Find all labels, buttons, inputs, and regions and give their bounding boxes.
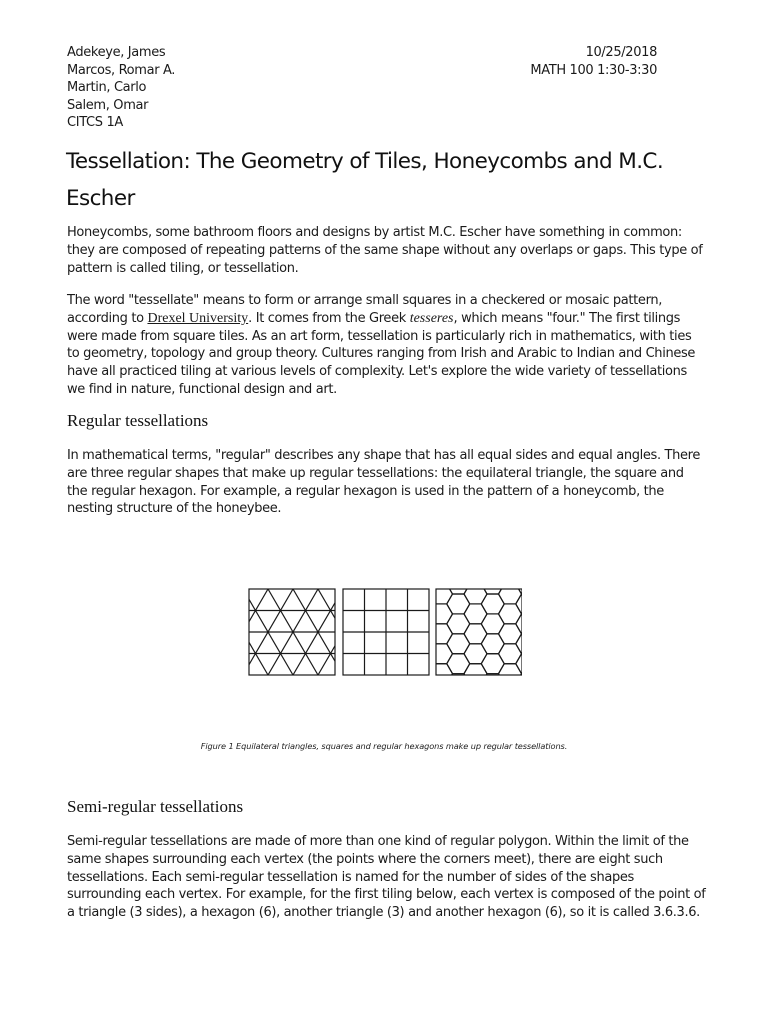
date-course-block — [530, 44, 657, 79]
intro-paragraph-2 — [67, 292, 707, 399]
hexagon-cell — [464, 588, 487, 604]
section-line: CITCS 1A — [67, 115, 123, 131]
date: 10/25/2018 — [585, 45, 657, 60]
square-tiling — [343, 589, 429, 675]
hexagon-cell — [499, 664, 522, 676]
course: MATH 100 1:30-3:30 — [530, 62, 657, 78]
hexagon-cell — [430, 588, 453, 604]
figure-svg — [248, 588, 522, 676]
hexagon-cell — [516, 614, 522, 634]
intro-text: , which means "four." The first tilings were made from square tiles. As an art form, tessellation is particularly rich in mathematics, with ties to geometry, topology and group theory. Cultures ranging from Irish and Arabic to Indian and Chinese have all practiced tiling at various levels of complexity. Let's explore the wide variety of tessellations we find in nature, functional design and art. — [67, 310, 696, 397]
hexagon-cell — [430, 664, 453, 676]
hexagon-cell — [412, 614, 435, 634]
figure-caption: Figure 1 Equilateral triangles, squares and regular hexagons make up regular tessellations. — [200, 741, 568, 751]
hexagon-cell — [516, 654, 522, 674]
author-line: Salem, Omar — [67, 97, 149, 113]
greek-word: tesseres — [409, 310, 454, 326]
hexagon-cell — [516, 594, 522, 614]
semi-regular-paragraph: Semi-regular tessellations are made of more than one kind of regular polygon. Within the limit of the same shapes surrounding each vertex (the points where the corners meet), there are eight such tessellations. Each semi-regular tessellation is named for the number of sides of the shapes surrounding each vertex. For example, for the first tiling below, each vertex is composed of the point of a triangle (3 sides), a hexagon (6), another triangle (3) and another hexagon (6), so it is called 3.6.3.6. — [67, 834, 706, 921]
intro-text: . It comes from the Greek — [248, 310, 410, 326]
author-line: Martin, Carlo — [67, 80, 147, 96]
drexel-university-link[interactable]: Drexel University — [147, 310, 249, 326]
hexagon-cell — [412, 634, 435, 654]
heading-regular-tessellations: Regular tessellations — [67, 411, 209, 430]
author-line: Marcos, Romar A. — [67, 62, 176, 78]
regular-paragraph: In mathematical terms, "regular" describes any shape that has all equal sides and equal angles. There are three regular shapes that make up regular tessellations: the equilateral triangle, the square and the regular hexagon. For example, a regular hexagon is used in the pattern of a honeycomb, the nesting structure of the honeybee. — [67, 448, 701, 517]
author-list — [67, 44, 175, 132]
intro-text: The word "tessellate" means to form or arrange small squares in a checkered or mosaic pattern, according to — [67, 293, 663, 326]
author-line: Adekeye, James — [67, 45, 166, 60]
intro-paragraph-1: Honeycombs, some bathroom floors and designs by artist M.C. Escher have something in common: they are composed of repeating patterns of the same shape without any overlaps or gaps. This type of pattern is called tiling, or tessellation. — [67, 225, 703, 276]
page-title: Tessellation: The Geometry of Tiles, Honeycombs and M.C. Escher — [66, 149, 664, 211]
hexagon-cell — [499, 588, 522, 604]
hexagon-cell — [516, 634, 522, 654]
hexagon-cell — [412, 654, 435, 674]
hexagon-cell — [464, 664, 487, 676]
heading-semi-regular-tessellations: Semi-regular tessellations — [67, 797, 244, 816]
regular-tessellation-figure — [248, 588, 522, 676]
